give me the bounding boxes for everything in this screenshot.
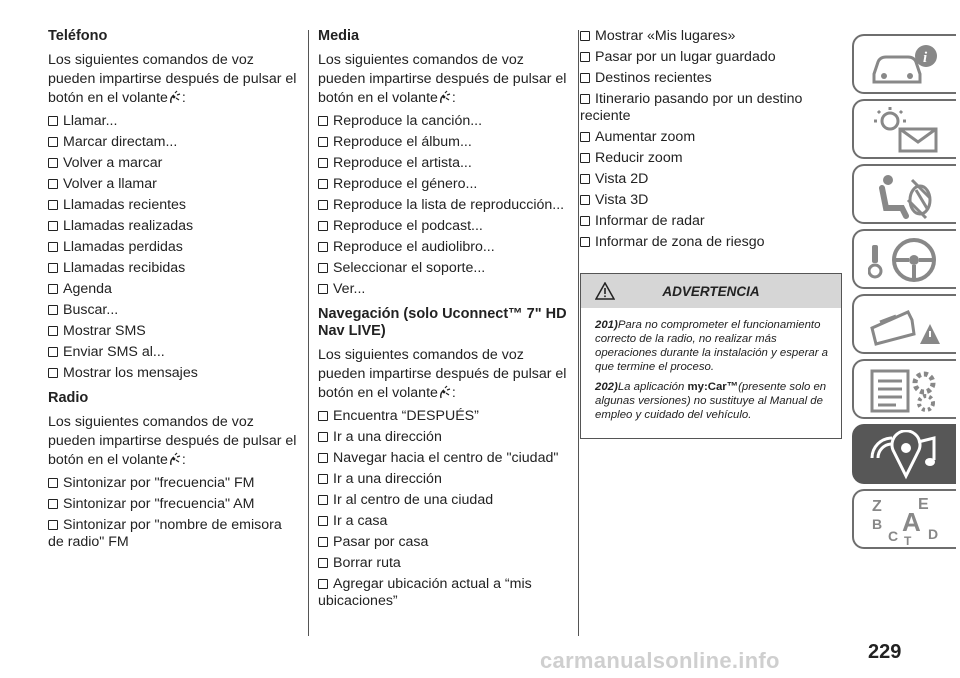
checkbox-icon [318,537,328,547]
list-item: Ir a una dirección [318,471,570,488]
tab-steering-wheel[interactable] [852,229,956,289]
watermark: carmanualsonline.info [540,648,780,673]
checkbox-icon [580,153,590,163]
warning-note-202: 202)La aplicación my:Car™(presente solo en algunas versiones) no sustituye al Manual de empleo y cuidado del vehículo. [595,381,827,421]
checkbox-icon [48,242,58,252]
list-navegacion [318,408,570,610]
svg-text:D: D [928,526,939,542]
list-item: Seleccionar el soporte... [318,260,570,277]
warning-lights-icon [868,105,948,155]
checkbox-icon [318,242,328,252]
list-item: Borrar ruta [318,555,570,572]
list-item: Encuentra “DESPUÉS” [318,408,570,425]
section-title-radio: Radio [48,390,89,406]
list-item: Llamadas realizadas [48,218,300,235]
list-item: Enviar SMS al... [48,344,300,361]
checkbox-icon [318,432,328,442]
checkbox-icon [580,94,590,104]
checkbox-icon [580,132,590,142]
checkbox-icon [318,516,328,526]
voice-command-icon [168,90,182,105]
list-item: Reproduce el álbum... [318,134,570,151]
checkbox-icon [318,116,328,126]
list-item: Ir al centro de una ciudad [318,492,570,509]
svg-text:B: B [872,516,883,532]
checkbox-icon [318,411,328,421]
list-item: Llamadas perdidas [48,239,300,256]
intro-telefono: Los siguientes comandos de voz pueden impartirse después de pulsar el botón en el volante : [48,52,297,106]
checkbox-icon [48,347,58,357]
checkbox-icon [48,263,58,273]
checkbox-icon [318,263,328,273]
tab-car-breakdown[interactable] [852,294,956,354]
list-item: Ir a una dirección [318,429,570,446]
list-item: Llamadas recientes [48,197,300,214]
list-radio [48,475,300,551]
checkbox-icon [318,474,328,484]
checkbox-icon [580,31,590,41]
tab-maintenance[interactable] [852,359,956,419]
list-item: Buscar... [48,302,300,319]
list-item: Llamar... [48,113,300,130]
checkbox-icon [580,195,590,205]
checkbox-icon [580,216,590,226]
checkbox-icon [48,116,58,126]
list-item: Mostrar SMS [48,323,300,340]
list-item: Reproduce el audiolibro... [318,239,570,256]
section-title-telefono: Teléfono [48,28,108,44]
list-item: Informar de radar [580,213,842,230]
list-telefono [48,113,300,382]
checkbox-icon [48,221,58,231]
voice-command-icon [438,90,452,105]
list-item: Agenda [48,281,300,298]
checkbox-icon [318,579,328,589]
column-divider [308,30,309,636]
list-item: Mostrar «Mis lugares» [580,28,842,45]
tab-seat-airbag[interactable] [852,164,956,224]
column-1 [48,28,300,559]
checkbox-icon [318,137,328,147]
list-item: Volver a llamar [48,176,300,193]
checkbox-icon [318,200,328,210]
checkbox-icon [48,520,58,530]
checkbox-icon [318,284,328,294]
tab-alphabetical-index[interactable] [852,489,956,549]
chapter-tabs [852,34,958,554]
list-item: Ir a casa [318,513,570,530]
checkbox-icon [48,326,58,336]
section-title-navegacion: Navegación (solo Uconnect™ 7" HD Nav LIVE) [318,306,567,339]
intro-navegacion: Los siguientes comandos de voz pueden impartirse después de pulsar el botón en el volante : [318,347,567,401]
list-item: Vista 2D [580,171,842,188]
list-item: Mostrar los mensajes [48,365,300,382]
checkbox-icon [318,495,328,505]
voice-command-icon [438,385,452,400]
checkbox-icon [580,73,590,83]
list-item: Sintonizar por "frecuencia" AM [48,496,300,513]
checkbox-icon [318,221,328,231]
warning-body [581,308,841,438]
seat-airbag-icon [868,170,948,220]
checkbox-icon [318,179,328,189]
intro-radio: Los siguientes comandos de voz pueden impartirse después de pulsar el botón en el volante : [48,414,297,468]
list-item: Reproduce el artista... [318,155,570,172]
checkbox-icon [48,499,58,509]
checkbox-icon [580,237,590,247]
list-item: Itinerario pasando por un destino reciente [580,91,803,124]
column-2 [318,28,570,618]
warning-title: ADVERTENCIA [662,284,760,299]
svg-text:E: E [918,496,929,513]
list-item: Marcar directam... [48,134,300,151]
list-item: Sintonizar por "frecuencia" FM [48,475,300,492]
list-item: Reproduce el género... [318,176,570,193]
checkbox-icon [318,158,328,168]
checkbox-icon [318,453,328,463]
list-item: Reproduce el podcast... [318,218,570,235]
list-item: Pasar por casa [318,534,570,551]
page-number: 229 [868,641,902,663]
checkbox-icon [48,158,58,168]
checkbox-icon [580,174,590,184]
svg-text:A: A [902,507,921,537]
checkbox-icon [48,137,58,147]
list-item: Vista 3D [580,192,842,209]
svg-text:C: C [888,528,899,544]
list-item: Sintonizar por "nombre de emisora de radio" FM [48,517,282,550]
column-divider [578,30,579,636]
list-item: Reproduce la lista de reproducción... [318,197,570,214]
list-item: Navegar hacia el centro de "ciudad" [318,450,570,467]
warning-note-201: 201)Para no comprometer el funcionamiento correcto de la radio, no realizar más operaciones durante la instalación y esperar a que termine el proceso. [595,319,829,373]
tab-car-info[interactable] [852,34,956,94]
checkbox-icon [318,558,328,568]
list-media [318,113,570,298]
intro-media: Los siguientes comandos de voz pueden impartirse después de pulsar el botón en el volante : [318,52,567,106]
column-3 [580,28,842,439]
multimedia-icon [868,430,948,480]
voice-command-icon [168,452,182,467]
svg-text:T: T [904,534,912,545]
checkbox-icon [48,478,58,488]
list-item: Volver a marcar [48,155,300,172]
list-item: Pasar por un lugar guardado [580,49,842,66]
list-item: Destinos recientes [580,70,842,87]
svg-text:Z: Z [872,498,882,515]
checkbox-icon [580,52,590,62]
tab-warning-lights[interactable] [852,99,956,159]
steering-wheel-icon [868,235,948,285]
car-breakdown-icon [868,300,948,350]
warning-box [580,273,842,439]
svg-text:i: i [923,50,928,66]
list-item: Llamadas recibidas [48,260,300,277]
maintenance-icon [868,365,948,415]
list-item: Reproduce la canción... [318,113,570,130]
list-item: Aumentar zoom [580,129,842,146]
tab-multimedia[interactable] [852,424,956,484]
list-navegacion-cont [580,28,842,251]
checkbox-icon [48,368,58,378]
list-item: Informar de zona de riesgo [580,234,842,251]
checkbox-icon [48,284,58,294]
checkbox-icon [48,179,58,189]
list-item: Agregar ubicación actual a “mis ubicaciones” [318,576,532,609]
list-item: Reducir zoom [580,150,842,167]
list-item: Ver... [318,281,570,298]
alphabetical-index-icon [868,495,948,545]
car-info-icon [868,40,948,90]
section-title-media: Media [318,28,360,44]
warning-header [581,274,841,308]
checkbox-icon [48,200,58,210]
checkbox-icon [48,305,58,315]
